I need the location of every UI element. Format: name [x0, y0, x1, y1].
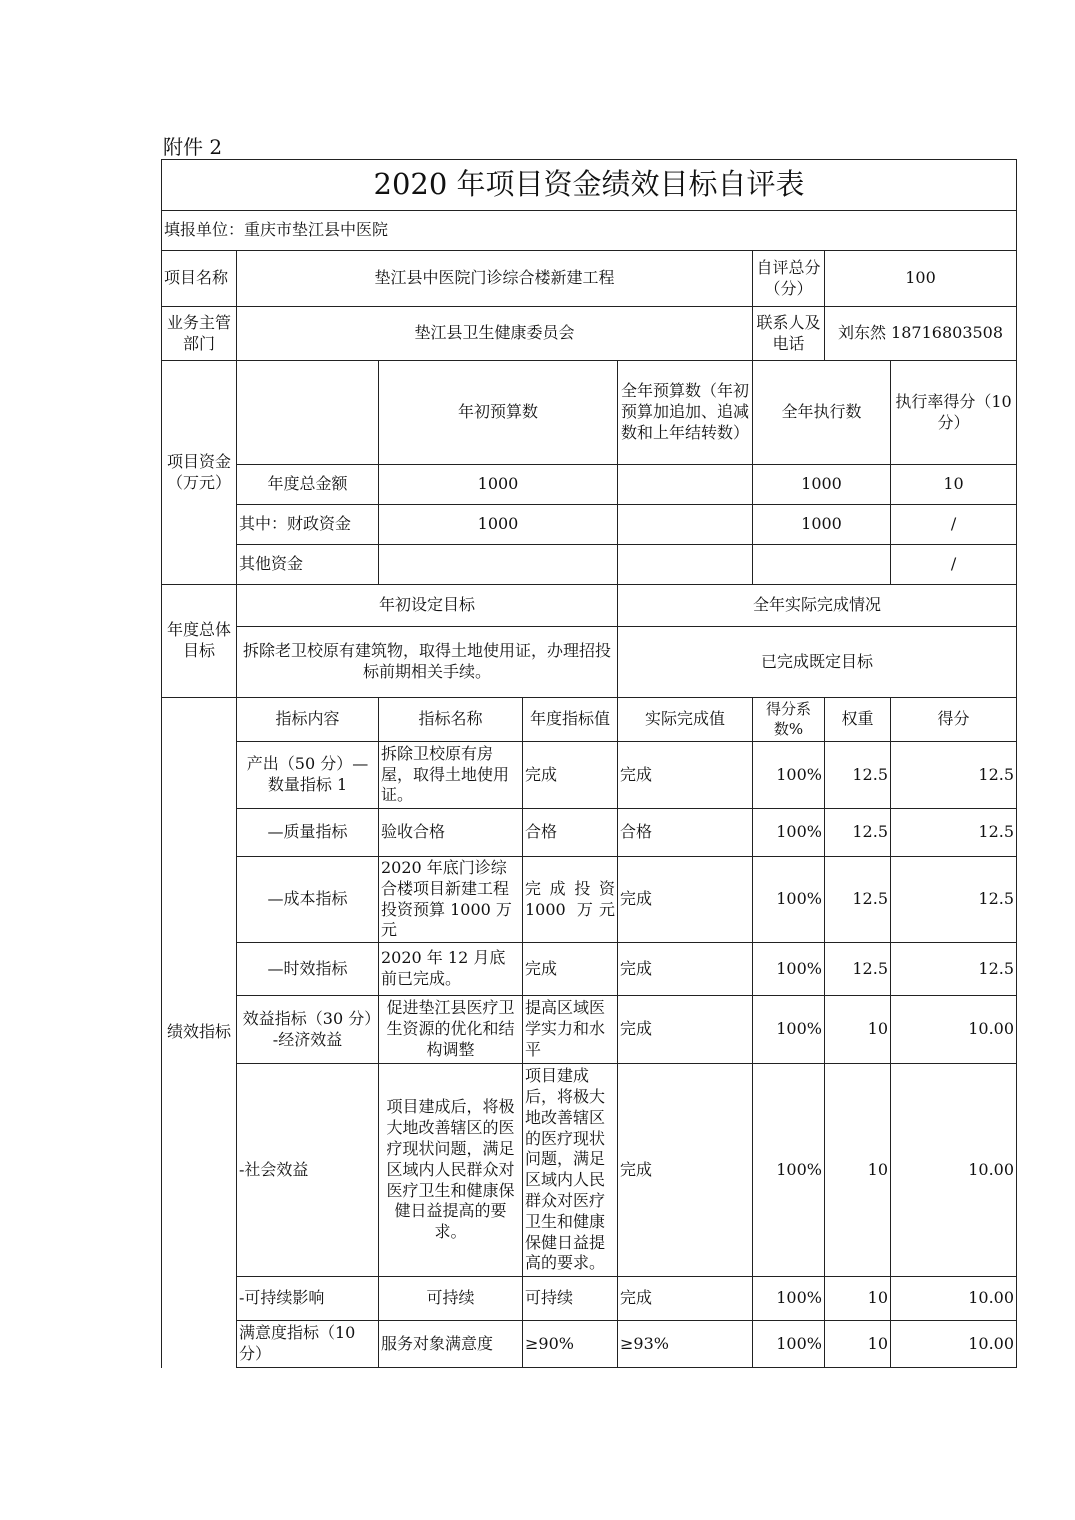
ind-score: 10.00	[891, 996, 1017, 1064]
ind-header-weight: 权重	[825, 698, 891, 742]
indicator-row	[162, 1277, 1017, 1321]
ind-target: 完成	[523, 742, 618, 809]
funds-row-executed: 1000	[753, 505, 891, 545]
funds-row-label: 其中：财政资金	[237, 505, 379, 545]
ind-coef: 100%	[753, 1064, 825, 1277]
ind-header-actual: 实际完成值	[618, 698, 753, 742]
ind-header-target: 年度指标值	[523, 698, 618, 742]
ind-content: 满意度指标（10 分）	[237, 1321, 379, 1368]
ind-weight: 12.5	[825, 742, 891, 809]
ind-actual: 完成	[618, 742, 753, 809]
ind-name: 验收合格	[379, 809, 523, 857]
indicator-row	[162, 943, 1017, 996]
ind-name: 促进垫江县医疗卫生资源的优化和结构调整	[379, 996, 523, 1064]
ind-content: 产出（50 分）—数量指标 1	[237, 742, 379, 809]
self-score-value: 100	[825, 251, 1017, 307]
goal-label: 年度总体目标	[162, 585, 237, 698]
ind-actual: 合格	[618, 809, 753, 857]
funds-row-full-year	[618, 505, 753, 545]
ind-content: 效益指标（30 分）-经济效益	[237, 996, 379, 1064]
goal-actual-header: 全年实际完成情况	[618, 585, 1017, 627]
ind-score: 12.5	[891, 943, 1017, 996]
funds-row-label: 年度总金额	[237, 465, 379, 505]
funds-row-label: 其他资金	[237, 545, 379, 585]
ind-score: 10.00	[891, 1277, 1017, 1321]
indicator-row	[162, 1064, 1017, 1277]
ind-actual: 完成	[618, 1064, 753, 1277]
ind-name: 项目建成后，将极大地改善辖区的医疗现状问题，满足区域内人民群众对医疗卫生和健康保健日益提高的要求。	[379, 1064, 523, 1277]
funds-row-initial	[379, 545, 618, 585]
ind-score: 12.5	[891, 742, 1017, 809]
ind-score: 10.00	[891, 1321, 1017, 1368]
funds-row-executed	[753, 545, 891, 585]
ind-content: —质量指标	[237, 809, 379, 857]
funds-row-rate: 10	[891, 465, 1017, 505]
indicator-row	[162, 857, 1017, 943]
ind-target: ≥90%	[523, 1321, 618, 1368]
funds-label: 项目资金（万元）	[162, 361, 237, 585]
funds-row-initial: 1000	[379, 465, 618, 505]
ind-content: —成本指标	[237, 857, 379, 943]
ind-score: 12.5	[891, 809, 1017, 857]
funds-row-full-year	[618, 465, 753, 505]
ind-target: 完 成 投 资 1000 万元	[523, 857, 618, 943]
ind-coef: 100%	[753, 996, 825, 1064]
ind-content: -社会效益	[237, 1064, 379, 1277]
project-name-value: 垫江县中医院门诊综合楼新建工程	[237, 251, 753, 307]
ind-name: 2020 年 12 月底前已完成。	[379, 943, 523, 996]
ind-header-content: 指标内容	[237, 698, 379, 742]
attachment-label: 附件 2	[163, 135, 223, 159]
funds-header-full-year: 全年预算数（年初预算加追加、追减数和上年结转数）	[618, 361, 753, 465]
department-value: 垫江县卫生健康委员会	[237, 307, 753, 361]
indicator-row	[162, 809, 1017, 857]
ind-content: —时效指标	[237, 943, 379, 996]
ind-weight: 10	[825, 1321, 891, 1368]
ind-weight: 12.5	[825, 857, 891, 943]
indicator-row	[162, 996, 1017, 1064]
funds-row-rate: /	[891, 505, 1017, 545]
ind-coef: 100%	[753, 809, 825, 857]
ind-target: 可持续	[523, 1277, 618, 1321]
page-title: 2020 年项目资金绩效目标自评表	[162, 160, 1017, 211]
goal-set-value: 拆除老卫校原有建筑物，取得土地使用证，办理招投标前期相关手续。	[237, 627, 618, 698]
ind-coef: 100%	[753, 1277, 825, 1321]
ind-target: 项目建成后，将极大地改善辖区的医疗现状问题，满足区域内人民群众对医疗卫生和健康保健日益提高的要求。	[523, 1064, 618, 1277]
ind-header-coef: 得分系数%	[753, 698, 825, 742]
funds-row-executed: 1000	[753, 465, 891, 505]
ind-coef: 100%	[753, 943, 825, 996]
ind-actual: 完成	[618, 1277, 753, 1321]
indicators-label: 绩效指标	[162, 698, 237, 1368]
funds-header-executed: 全年执行数	[753, 361, 891, 465]
funds-row-rate: /	[891, 545, 1017, 585]
ind-name: 拆除卫校原有房屋，取得土地使用证。	[379, 742, 523, 809]
ind-name: 可持续	[379, 1277, 523, 1321]
goal-set-header: 年初设定目标	[237, 585, 618, 627]
ind-actual: 完成	[618, 857, 753, 943]
self-score-label: 自评总分（分）	[753, 251, 825, 307]
ind-header-name: 指标名称	[379, 698, 523, 742]
ind-coef: 100%	[753, 1321, 825, 1368]
ind-content: -可持续影响	[237, 1277, 379, 1321]
ind-header-score: 得分	[891, 698, 1017, 742]
ind-actual: 完成	[618, 943, 753, 996]
ind-weight: 12.5	[825, 809, 891, 857]
ind-weight: 12.5	[825, 943, 891, 996]
ind-score: 10.00	[891, 1064, 1017, 1277]
funds-header-blank	[237, 361, 379, 465]
ind-target: 合格	[523, 809, 618, 857]
contact-value: 刘东然 18716803508	[825, 307, 1017, 361]
ind-weight: 10	[825, 996, 891, 1064]
ind-weight: 10	[825, 1277, 891, 1321]
department-label: 业务主管部门	[162, 307, 237, 361]
ind-actual: ≥93%	[618, 1321, 753, 1368]
ind-name: 服务对象满意度	[379, 1321, 523, 1368]
ind-target: 提高区域医学实力和水平	[523, 996, 618, 1064]
reporting-unit: 填报单位：重庆市垫江县中医院	[162, 211, 1017, 251]
ind-weight: 10	[825, 1064, 891, 1277]
funds-row-initial: 1000	[379, 505, 618, 545]
indicator-row	[162, 1321, 1017, 1368]
self-evaluation-table	[161, 159, 1017, 1368]
ind-target: 完成	[523, 943, 618, 996]
contact-label: 联系人及电话	[753, 307, 825, 361]
ind-name: 2020 年底门诊综合楼项目新建工程投资预算 1000 万元	[379, 857, 523, 943]
ind-coef: 100%	[753, 742, 825, 809]
funds-header-rate: 执行率得分（10 分）	[891, 361, 1017, 465]
goal-actual-value: 已完成既定目标	[618, 627, 1017, 698]
indicator-row	[162, 742, 1017, 809]
ind-actual: 完成	[618, 996, 753, 1064]
funds-header-initial: 年初预算数	[379, 361, 618, 465]
funds-row-full-year	[618, 545, 753, 585]
ind-coef: 100%	[753, 857, 825, 943]
ind-score: 12.5	[891, 857, 1017, 943]
project-name-label: 项目名称	[162, 251, 237, 307]
